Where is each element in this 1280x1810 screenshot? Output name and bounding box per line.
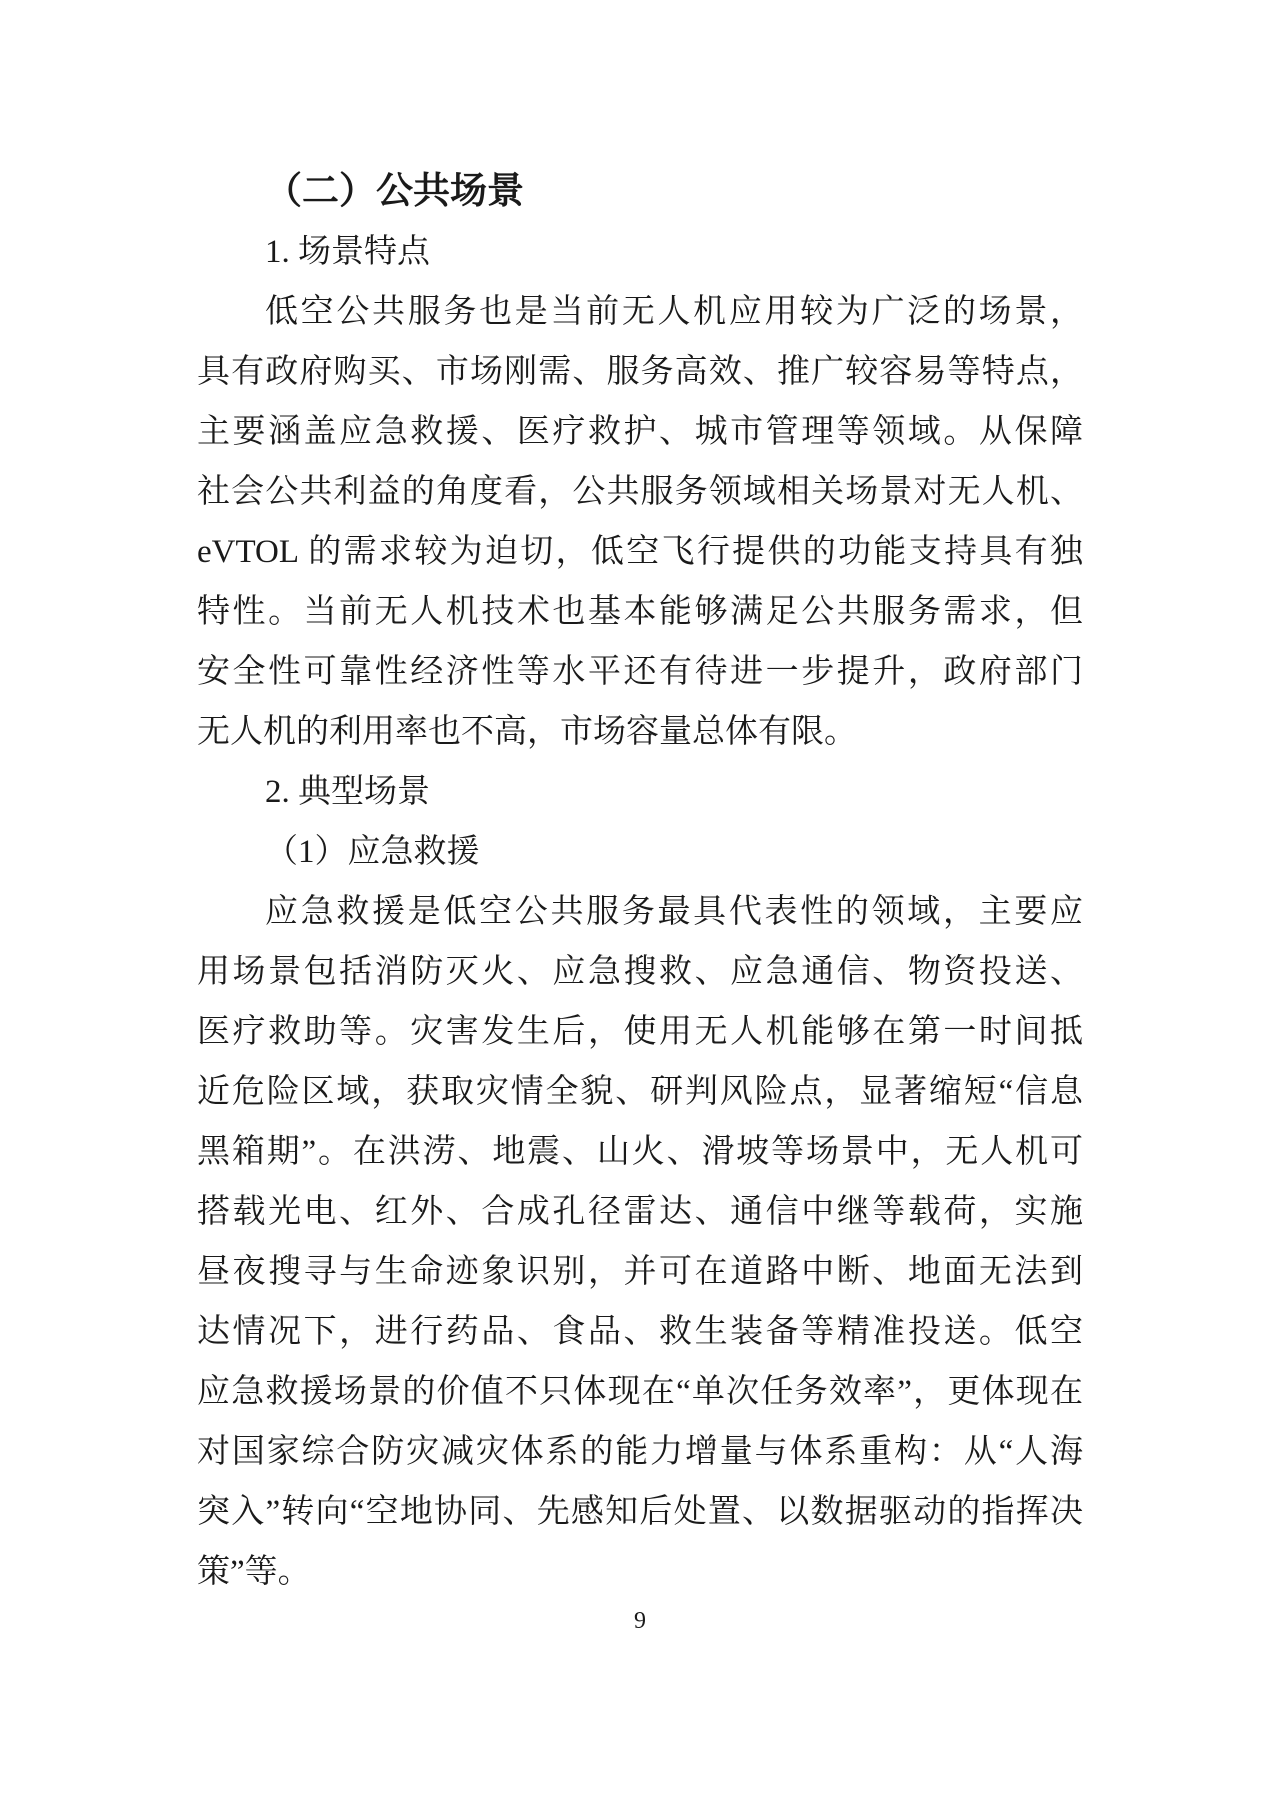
paragraph-line: 安全性可靠性经济性等水平还有待进一步提升，政府部门	[197, 654, 1083, 690]
paragraph-line: 应急救援场景的价值不只体现在“单次任务效率”，更体现在	[197, 1374, 1083, 1410]
paragraph-line: 低空公共服务也是当前无人机应用较为广泛的场景，	[265, 294, 1083, 330]
paragraph-line: 达情况下，进行药品、食品、救生装备等精准投送。低空	[197, 1314, 1083, 1350]
paragraph-line: 搭载光电、红外、合成孔径雷达、通信中继等载荷，实施	[197, 1194, 1083, 1230]
sub-heading: 1. 场景特点	[265, 234, 430, 270]
paragraph-line: eVTOL 的需求较为迫切，低空飞行提供的功能支持具有独	[197, 534, 1083, 570]
paragraph-line: 特性。当前无人机技术也基本能够满足公共服务需求，但	[197, 594, 1083, 630]
paragraph-line: 医疗救助等。灾害发生后，使用无人机能够在第一时间抵	[197, 1014, 1083, 1050]
sub-heading: 2. 典型场景	[265, 774, 430, 810]
paragraph-line: 黑箱期”。在洪涝、地震、山火、滑坡等场景中，无人机可	[197, 1134, 1083, 1170]
paragraph-line: 突入”转向“空地协同、先感知后处置、以数据驱动的指挥决	[197, 1494, 1083, 1530]
paragraph-line: 用场景包括消防灭火、应急搜救、应急通信、物资投送、	[197, 954, 1083, 990]
section-heading: （二）公共场景	[265, 171, 524, 212]
sub-heading: （1）应急救援	[265, 834, 480, 870]
document-content	[197, 162, 1083, 1602]
paragraph-line: 主要涵盖应急救援、医疗救护、城市管理等领域。从保障	[197, 414, 1083, 450]
paragraph-line: 社会公共利益的角度看，公共服务领域相关场景对无人机、	[197, 474, 1083, 510]
paragraph-line: 近危险区域，获取灾情全貌、研判风险点，显著缩短“信息	[197, 1074, 1083, 1110]
paragraph-line: 具有政府购买、市场刚需、服务高效、推广较容易等特点，	[197, 354, 1083, 390]
paragraph-line: 应急救援是低空公共服务最具代表性的领域，主要应	[265, 894, 1083, 930]
paragraph-line: 对国家综合防灾减灾体系的能力增量与体系重构：从“人海	[197, 1434, 1083, 1470]
page-number: 9	[634, 1608, 646, 1634]
paragraph-line: 策”等。	[197, 1554, 311, 1590]
paragraph-line: 无人机的利用率也不高，市场容量总体有限。	[197, 714, 857, 750]
paragraph-line: 昼夜搜寻与生命迹象识别，并可在道路中断、地面无法到	[197, 1254, 1083, 1290]
